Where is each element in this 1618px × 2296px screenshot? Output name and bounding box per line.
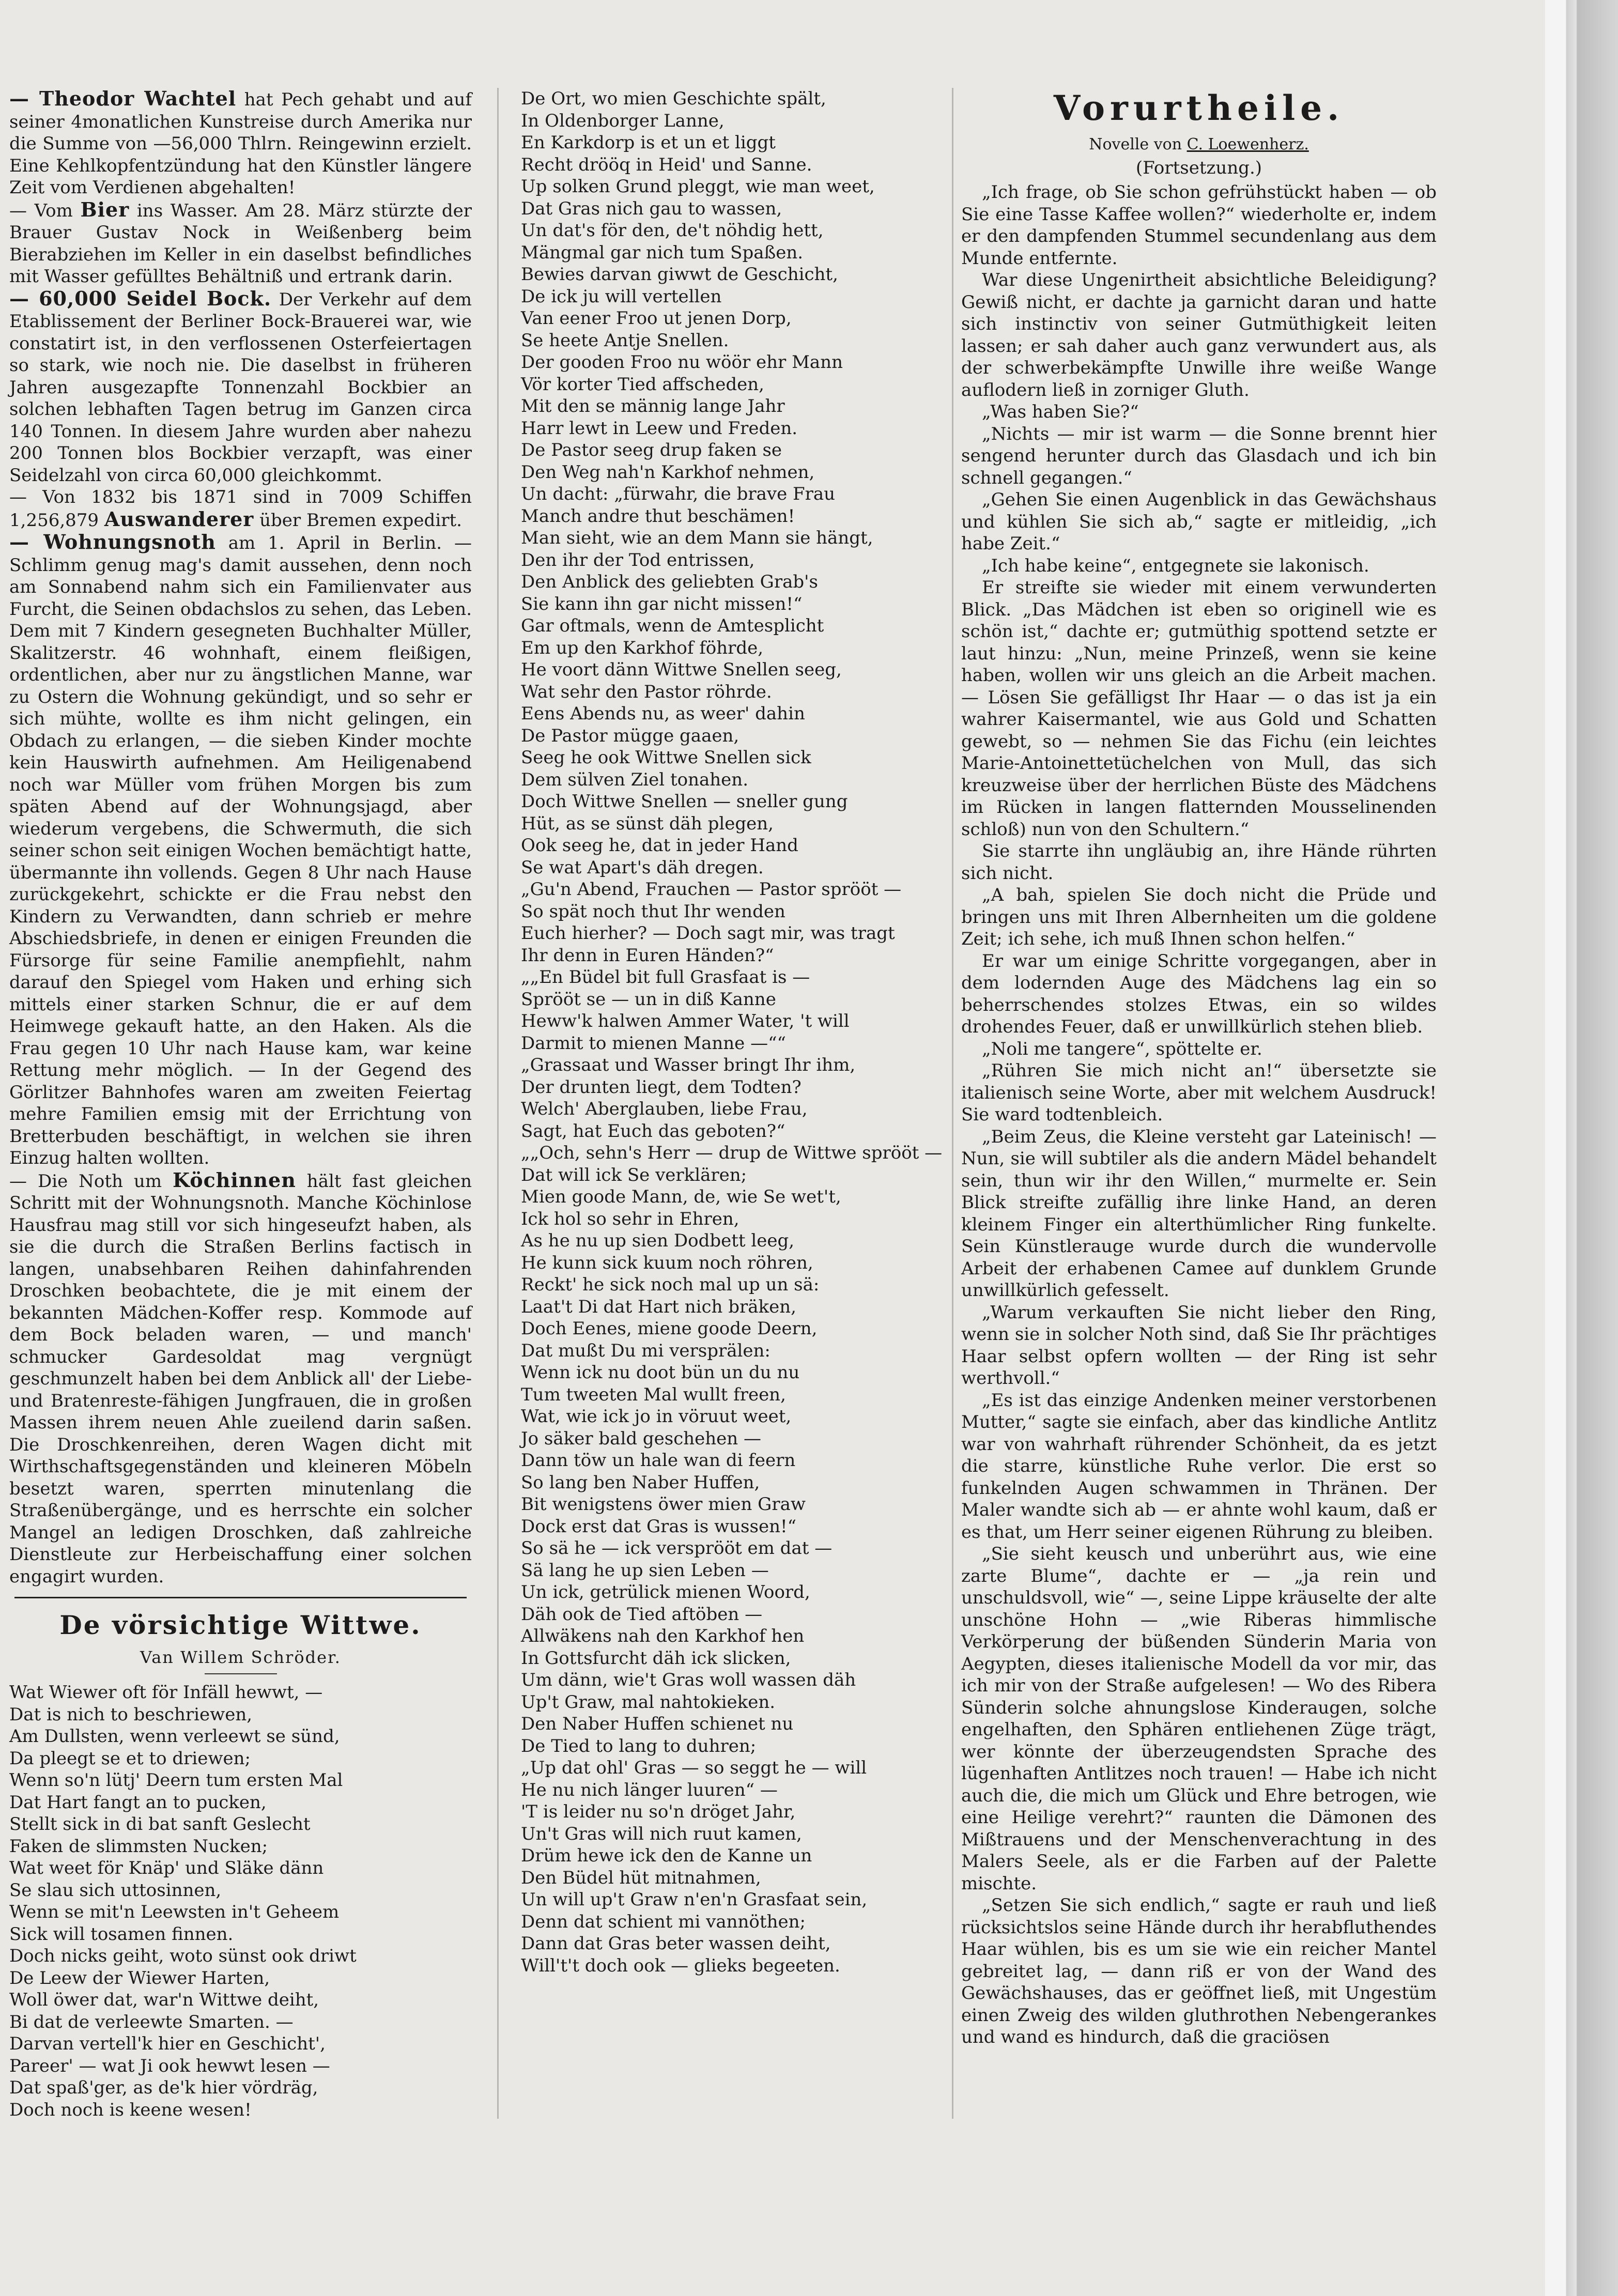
verse-line: De Leew der Wiewer Harten, <box>9 1967 270 1989</box>
novel-paragraph: „Nichts — mir ist warm — die Sonne brennt hier sengend herunter durch das Glasdach und ich bin schnell gegangen.“ <box>961 423 1437 488</box>
verse-line: 'T is leider nu so'n dröget Jahr, <box>521 1801 796 1822</box>
verse-line: „Up dat ohl' Gras — so seggt he — will <box>521 1758 867 1778</box>
news-lead: — Von 1832 bis 1871 sind in 7009 Schiffen 1,256,879 <box>9 487 472 531</box>
verse-line: Vör korter Tied affscheden, <box>521 374 764 395</box>
novel-paragraph: Sie starrte ihn ungläubig an, ihre Hände rührten sich nicht. <box>961 841 1437 884</box>
verse-line: Pareer' — wat Ji ook hewwt lesen — <box>9 2055 330 2076</box>
verse-line: Der drunten liegt, dem Todten? <box>521 1076 802 1098</box>
column-divider <box>497 88 499 2119</box>
verse-line: Dat Gras nich gau to wassen, <box>521 198 782 219</box>
verse-line: Stellt sick in di bat sanft Geslecht <box>9 1814 311 1835</box>
verse-line: Allwäkens nah den Karkhof hen <box>521 1626 805 1646</box>
news-item <box>9 1169 472 1588</box>
verse-line: Wat, wie ick jo in vöruut weet, <box>521 1406 792 1427</box>
verse-line: Dem sülven Ziel tonahen. <box>521 769 749 790</box>
verse-line: Wenn se mit'n Leewsten in't Geheem <box>9 1902 340 1922</box>
verse-line: Dat Hart fangt an to pucken, <box>9 1792 267 1813</box>
verse-line: „„Och, sehn's Herr — drup de Wittwe sprööt — <box>521 1143 943 1163</box>
novel-title: Vorurtheile. <box>1053 88 1345 128</box>
verse-line: Darvan vertell'k hier en Geschicht', <box>9 2033 326 2054</box>
verse-line: In Oldenborger Lanne, <box>521 110 725 131</box>
column-right <box>961 88 1437 2048</box>
verse-line: He nu nich länger luuren“ — <box>521 1779 778 1800</box>
verse-line: So lang ben Naber Huffen, <box>521 1472 760 1493</box>
novel-paragraph: Er war um einige Schritte vorgegangen, aber in dem lodernden Auge des Mädchens lag ein so beherrschendes stolzes Etwas, ein so wildes drohendes Feuer, daß er unwillkürlich stehen blieb. <box>961 950 1437 1037</box>
column-left <box>9 88 472 2121</box>
verse-line: Doch nicks geiht, woto sünst ook driwt <box>9 1946 357 1966</box>
verse-line: Bit wenigstens öwer mien Graw <box>521 1494 806 1515</box>
verse-line: Tum tweeten Mal wullt freen, <box>521 1384 786 1405</box>
verse-line: Manch andre thut beschämen! <box>521 505 795 527</box>
verse-line: Dat mußt Du mi versprälen: <box>521 1340 771 1361</box>
verse-line: Van eener Froo ut jenen Dorp, <box>521 308 792 329</box>
verse-line: Sprööt se — un in diß Kanne <box>521 989 776 1010</box>
novel-byline <box>961 135 1437 153</box>
novel-paragraph: „Sie sieht keusch und unberührt aus, wie eine zarte Blume“, dachte er — „ja rein und unschuldsvoll, wie“ —, seine Lippe kräuselte der alte unschöne Hohn — „wie Riberas himmlische Verkörperung der büßenden Sünderin Maria von Aegypten, dieses italienische Modell da vor mir, das ich mir von der Straße aufgelesen! — Wo des Ribera Sünderin solche ahnungslose Kinderaugen, solche engelhaften, den Sphären entliehenen Züge trägt, wer könnte der überzeugendsten Sprache des lügenhaften Antlitzes noch trauen! — Habe ich nicht auch die, die mich um Glück und Ehre betrogen, wie eine Heilige verehrt?“ raunten die Dämonen des Mißtrauens und der Menschenverachtung in des Malers Seele, als er die Farben auf der Palette mischte. <box>961 1544 1437 1894</box>
verse-line: Da pleegt se et to driewen; <box>9 1748 251 1769</box>
verse-line: Se slau sich uttosinnen, <box>9 1879 222 1901</box>
verse-line: Darmit to mienen Manne —““ <box>521 1033 786 1054</box>
verse-line: As he nu up sien Dodbett leeg, <box>521 1230 795 1251</box>
page-edge <box>1545 0 1618 2296</box>
verse-line: Dat will ick Se verklären; <box>521 1164 747 1185</box>
verse-line: Däh ook de Tied aftöben — <box>521 1604 763 1625</box>
verse-line: Un dacht: „fürwahr, die brave Frau <box>521 484 836 504</box>
verse-line: Hüt, as se sünst däh plegen, <box>521 813 774 834</box>
verse-line: Den Naber Huffen schienet nu <box>521 1714 794 1734</box>
verse-line: Ihr denn in Euren Händen?“ <box>521 945 774 966</box>
verse-line: Um dänn, wie't Gras woll wassen däh <box>521 1670 856 1690</box>
verse-line: Dock erst dat Gras is wussen!“ <box>521 1516 797 1537</box>
news-items <box>9 88 472 1588</box>
verse-line: Den ihr der Tod entrissen, <box>521 549 755 571</box>
verse-line: Se wat Apart's däh dregen. <box>521 857 764 878</box>
verse-line: Em up den Karkhof föhrde, <box>521 637 764 658</box>
verse-line: Mängmal gar nich tum Spaßen. <box>521 242 804 263</box>
verse-line: Sie kann ihn gar nicht missen!“ <box>521 593 803 614</box>
news-keyword: — 60,000 Seidel Bock. <box>9 286 272 310</box>
verse-line: Sagt, hat Euch das geboten?“ <box>521 1120 785 1142</box>
news-lead: — Die Noth um <box>9 1170 173 1192</box>
verse-line: Harr lewt in Leew und Freden. <box>521 418 798 439</box>
verse-line: Wenn so'n lütj' Deern tum ersten Mal <box>9 1770 343 1791</box>
verse-line: Den Weg nah'n Karkhof nehmen, <box>521 461 815 483</box>
verse-line: Bi dat de verleewte Smarten. — <box>9 2011 294 2032</box>
verse-line: Doch Wittwe Snellen — sneller gung <box>521 791 848 812</box>
verse-line: „„En Büdel bit full Grasfaat is — <box>521 967 810 988</box>
novel-paragraph: Er streifte sie wieder mit einem verwunderten Blick. „Das Mädchen ist eben so originell wie es schön ist,“ dachte er; gutmüthig spottend setzte er laut hinzu: „Nun, meine Prinzeß, wenn sie keine haben, wollen wir uns gleich an die Arbeit machen. — Lösen Sie gefälligst Ihr Haar — o das ist ja ein wahrer Kaisermantel, wie aus Gold und Schatten gewebt, so — nehmen Sie das Fichu (ein leichtes Marie-Antoinettetüchelchen von Mull, das sich kreuzweise über der herrlichen Büste des Mädchens im Rücken in langen flatternden Mousselinenden schloß) nun von den Schultern.“ <box>961 577 1437 840</box>
verse-line: De ick ju will vertellen <box>521 286 722 307</box>
poem-verses-middle <box>521 88 976 1977</box>
verse-line: Doch Eenes, miene goode Deern, <box>521 1318 818 1339</box>
verse-line: Man sieht, wie an dem Mann sie hängt, <box>521 528 873 548</box>
verse-line: Euch hierher? — Doch sagt mir, was tragt <box>521 923 895 944</box>
byline-prefix: Novelle von <box>1089 135 1187 153</box>
verse-line: „Grassaat und Wasser bringt Ihr ihm, <box>521 1055 856 1075</box>
novel-paragraph: „Es ist das einzige Andenken meiner verstorbenen Mutter,“ sagte sie einfach, aber das kindliche Antlitz war von wahrhaft rührender Schönheit, da es jetzt die starre, künstliche Ruhe verlor. Die erst so funkelnden Augen schwammen in Thränen. Der Maler wandte sich ab — er ahnte wohl kaum, daß er es that, um Herr seiner eigenen Rührung zu bleiben. <box>961 1390 1437 1543</box>
novel-paragraph: „Beim Zeus, die Kleine versteht gar Lateinisch! — Nun, sie will subtiler als die andern Mädel behandelt sein, thun wir ihr den Willen,“ murmelte er. Sein Blick streifte zufällig ihre linke Hand, an deren kleinem Finger ein alterthümlicher Ring funkelte. Sein Künstlerauge wurde durch die wundervolle Arbeit der erhabenen Camee auf dunklem Grunde unwillkürlich gefesselt. <box>961 1126 1437 1301</box>
verse-line: Un't Gras will nich ruut kamen, <box>521 1823 802 1844</box>
news-keyword: — Theodor Wachtel <box>9 87 237 110</box>
novel-paragraph: „Noli me tangere“, spöttelte er. <box>982 1038 1262 1059</box>
verse-line: Laat't Di dat Hart nich bräken, <box>521 1296 796 1317</box>
verse-line: Bewies darvan giwwt de Geschicht, <box>521 264 838 285</box>
verse-line: He voort dänn Wittwe Snellen seeg, <box>521 659 842 680</box>
verse-line: Un will up't Graw n'en'n Grasfaat sein, <box>521 1889 868 1910</box>
verse-line: „Gu'n Abend, Frauchen — Pastor sprööt — <box>521 879 902 900</box>
news-item <box>9 486 472 531</box>
novel-paragraph: „Ich habe keine“, entgegnete sie lakonisch. <box>982 555 1369 576</box>
news-text: ins Wasser. Am 28. März stürzte der Brauer Gustav Nock in Weißenberg beim Bierabziehen im Keller in ein daselbst befindliches mit Wasser gefülltes Behältniß und ertrank darin. <box>9 200 472 287</box>
news-item <box>9 88 472 199</box>
verse-line: Denn dat schient mi vannöthen; <box>521 1911 806 1932</box>
verse-line: Den Büdel hüt mitnahmen, <box>521 1867 761 1888</box>
news-keyword: — Wohnungsnoth <box>9 530 216 553</box>
verse-line: Reckt' he sick noch mal up un sä: <box>521 1274 820 1295</box>
verse-line: Welch' Aberglauben, liebe Frau, <box>521 1099 808 1119</box>
verse-line: Doch noch is keene wesen! <box>9 2099 252 2120</box>
verse-line: Ook seeg he, dat in jeder Hand <box>521 835 798 856</box>
verse-line: Se heete Antje Snellen. <box>521 330 729 351</box>
news-item <box>9 531 472 1169</box>
verse-line: Dat is nich to beschriewen, <box>9 1704 253 1725</box>
news-item <box>9 288 472 487</box>
news-text: Der Verkehr auf dem Etablissement der Berliner Bock-Brauerei war, wie constatirt ist, in den verflossenen Osterfeiertagen so stark, wie noch nie. Die daselbst in früheren Jahren ausgezapfte Tonnenzahl Bockbier an solchen lebhaften Tagen betrug im Ganzen circa 140 Tonnen. In diesem Jahre wurden aber nahezu 200 Tonnen blos Bockbier verzapft, was einer Seidelzahl von circa 60,000 gleichkommt. <box>9 289 472 486</box>
byline-author: C. Loewenherz. <box>1186 135 1309 153</box>
verse-line: Wenn ick nu doot bün un du nu <box>521 1362 800 1383</box>
verse-line: Dann töw un hale wan di feern <box>521 1450 796 1471</box>
novel-paragraph: „Gehen Sie einen Augenblick in das Gewächshaus und kühlen Sie sich ab,“ sagte er mitleidig, „ich habe Zeit.“ <box>961 489 1437 554</box>
news-text: hält fast gleichen Schritt mit der Wohnungsnoth. Manche Köchinlose Hausfrau mag still vor sich hingeseufzt haben, als sie die durch die Straßen Berlins factisch in langen, unabsehbaren Reihen dahinfahrenden Droschken beobachtete, die je mit einem der bekannten Mädchen-Koffer resp. Kommode auf dem Bock beladen waren, — und manch' schmucker Gardesoldat mag vergnügt geschmunzelt haben bei dem Anblick all' der Liebe- und Bratenreste-fähigen Jungfrauen, die in großen Massen ihrem neuen Ahle zueilend darin saßen. Die Droschkenreihen, deren Wagen dicht mit Wirthschaftsgegenständen und kleineren Möbeln besetzt waren, sperrten minutenlang die Straßenübergänge, und es herrschte ein solcher Mangel an ledigen Droschken, daß zahlreiche Dienstleute zur Herbeischaffung einer solchen engagirt wurden. <box>9 1170 472 1587</box>
novel-paragraph: „A bah, spielen Sie doch nicht die Prüde und bringen uns mit Ihren Albernheiten um die goldene Zeit; ich sehe, ich muß Ihnen schon helfen.“ <box>961 885 1437 949</box>
novel-paragraph: „Setzen Sie sich endlich,“ sagte er rauh und ließ rücksichtslos seine Hände durch ihr herabfluthendes Haar wühlen, bis es um sie wie ein reicher Mantel gebreitet lag, — dann riß er von der Wand des Gewächshauses, das er geöffnet ließ, mit Ungestüm einen Zweig des wilden gluthrothen Nebengerankes und wand es hindurch, daß die graciösen <box>961 1895 1437 2047</box>
verse-line: Woll öwer dat, war'n Wittwe deiht, <box>9 1990 319 2010</box>
verse-line: He kunn sick kuum noch röhren, <box>521 1252 813 1273</box>
verse-line: Eens Abends nu, as weer' dahin <box>521 703 805 724</box>
news-keyword: Auswanderer <box>104 507 254 531</box>
poem-verses-left <box>9 1682 472 2121</box>
news-item <box>9 199 472 288</box>
verse-line: Recht drööq in Heid' und Sanne. <box>521 154 812 175</box>
verse-line: Dat spaß'ger, as de'k hier vördräg, <box>9 2077 318 2098</box>
news-keyword: Bier <box>80 197 130 221</box>
verse-line: In Gottsfurcht däh ick slicken, <box>521 1647 791 1669</box>
news-lead: — Vom <box>9 200 81 221</box>
verse-line: De Tied to lang to duhren; <box>521 1735 757 1756</box>
section-rule <box>14 1597 467 1598</box>
verse-line: Up't Graw, mal nahtokieken. <box>521 1691 776 1713</box>
verse-line: De Ort, wo mien Geschichte spält, <box>521 88 826 109</box>
poem-author: Van Willem Schröder. <box>140 1647 341 1667</box>
verse-line: Dann dat Gras beter wassen deiht, <box>521 1933 831 1954</box>
verse-line: Mien goode Mann, de, wie Se wet't, <box>521 1186 841 1207</box>
verse-line: Ick hol so sehr in Ehren, <box>521 1208 739 1229</box>
verse-line: Sä lang he up sien Leben — <box>521 1560 769 1581</box>
poem-title: De vörsichtige Wittwe. <box>59 1610 422 1640</box>
verse-line: Wat sehr den Pastor röhrde. <box>521 681 772 702</box>
news-keyword: Köchinnen <box>173 1168 296 1192</box>
novel-text <box>961 181 1437 2048</box>
verse-line: Drüm hewe ick den de Kanne un <box>521 1845 812 1866</box>
news-text: über Bremen expedirt. <box>254 510 462 531</box>
verse-line: Mit den se männig lange Jahr <box>521 396 785 417</box>
verse-line: Un ick, getrülick mienen Woord, <box>521 1582 810 1602</box>
verse-line: Sick will tosamen finnen. <box>9 1923 234 1945</box>
verse-line: So spät noch thut Ihr wenden <box>521 901 785 922</box>
continuation-note: (Fortsetzung.) <box>1135 158 1262 178</box>
verse-line: Heww'k halwen Ammer Water, 't will <box>521 1011 850 1031</box>
verse-line: Der gooden Froo nu wöör ehr Mann <box>521 352 843 373</box>
column-divider <box>952 88 953 2119</box>
novel-paragraph: „Rühren Sie mich nicht an!“ übersetzte sie italienisch seine Worte, aber mit welchem Ausdruck! Sie ward todtenbleich. <box>961 1060 1437 1125</box>
column-middle <box>521 88 976 1977</box>
verse-line: Wat Wiewer oft för Infäll hewwt, — <box>9 1682 323 1703</box>
verse-line: Seeg he ook Wittwe Snellen sick <box>521 747 811 768</box>
verse-line: De Pastor mügge gaaen, <box>521 725 739 746</box>
verse-line: De Pastor seeg drup faken se <box>521 440 782 460</box>
verse-line: Up solken Grund pleggt, wie man weet, <box>521 176 875 197</box>
short-rule <box>205 1673 277 1674</box>
novel-paragraph: „Ich frage, ob Sie schon gefrühstückt haben — ob Sie eine Tasse Kaffee wollen?“ wiederholte er, indem er den dampfenden Stummel secundenlang aus dem Munde entfernte. <box>961 182 1437 269</box>
verse-line: Am Dullsten, wenn verleewt se sünd, <box>9 1726 340 1747</box>
verse-line: Wat weet för Knäp' und Släke dänn <box>9 1858 324 1878</box>
verse-line: So sä he — ick versprööt em dat — <box>521 1538 833 1559</box>
verse-line: En Karkdorp is et un et liggt <box>521 132 776 153</box>
news-text: am 1. April in Berlin. — Schlimm genug mag's damit aussehen, denn noch am Sonnabend nahm sich ein Familienvater aus Furcht, die Seinen obdachslos zu sehen, das Leben. Dem mit 7 Kindern gesegneten Buchhalter Müller, Skalitzerstr. 46 wohnhaft, einem fleißigen, ordentlichen, aber nur zu ängstlichen Manne, war zu Ostern die Wohnung gekündigt, und so sehr er sich mühte, wollte es ihm nicht gelingen, ein Obdach zu erlangen, — die sieben Kinder mochte kein Hauswirth aufnehmen. Am Heiligenabend noch war Müller vom frühen Morgen bis zum späten Abend auf der Wohnungsjagd, aber wiederum vergebens, die Schwermuth, die sich seiner schon seit einigen Wochen bemächtigt hatte, übermannte ihn vollends. Gegen 8 Uhr nach Hause zurückgekehrt, schickte er die Frau nebst den Kindern zu Verwandten, dann schrieb er mehre Abschiedsbriefe, in denen er einigen Freunden die Fürsorge für seine Familie anempfiehlt, nahm darauf den Spiegel vom Haken und erhing sich mittels einer starken Schnur, die er auf dem Heimwege gekauft hatte, an den Haken. Als die Frau gegen 10 Uhr nach Hause kam, war keine Rettung mehr möglich. — In der Gegend des Görlitzer Bahnhofes waren am zweiten Feiertag mehre Familien emsig mit der Errichtung von Bretterbuden beschäftigt, in welchen sie ihren Einzug halten wollten. <box>9 533 472 1168</box>
verse-line: Will't't doch ook — glieks begeeten. <box>521 1955 840 1976</box>
verse-line: Jo säker bald geschehen — <box>521 1428 762 1449</box>
novel-paragraph: War diese Ungenirtheit absichtliche Beleidigung? Gewiß nicht, er dachte ja garnicht daran und hatte sich instinctiv von seiner Gutmüthigkeit leiten lassen; er sah daher auch ganz verwundert aus, als der schwerbekämpfte Unwille ihre weiße Wange auflodern ließ in zorniger Gluth. <box>961 270 1437 400</box>
verse-line: Den Anblick des geliebten Grab's <box>521 572 818 592</box>
novel-paragraph: „Was haben Sie?“ <box>982 402 1139 422</box>
verse-line: Gar oftmals, wenn de Amtesplicht <box>521 615 824 636</box>
verse-line: Un dat's för den, de't nöhdig hett, <box>521 220 824 241</box>
news-text: hat Pech gehabt und auf seiner 4monatlichen Kunstreise durch Amerika nur die Summe von —56,000 Thlrn. Reingewinn erzielt. Eine Kehlkopfentzündung hat den Künstler längere Zeit vom Verdienen abgehalten! <box>9 89 472 198</box>
verse-line: Faken de slimmsten Nucken; <box>9 1836 268 1857</box>
novel-paragraph: „Warum verkauften Sie nicht lieber den Ring, wenn sie in solcher Noth sind, daß Sie Ihr prächtiges Haar selbst opfern wollten — der Ring ist sehr werthvoll.“ <box>961 1302 1437 1389</box>
